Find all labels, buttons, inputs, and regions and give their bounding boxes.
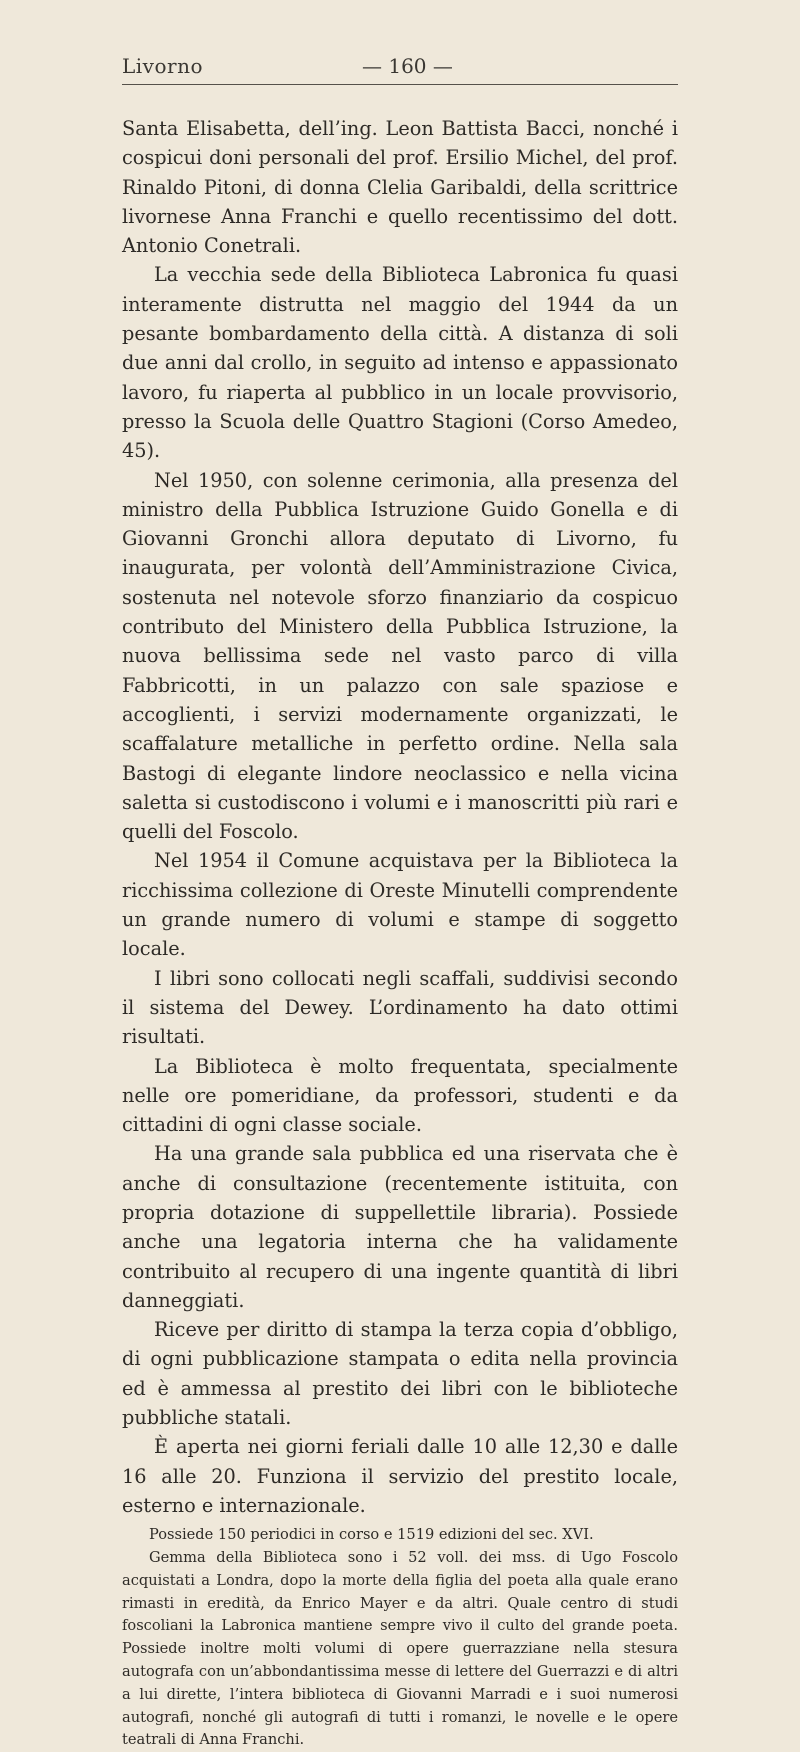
paragraph: È aperta nei giorni feriali dalle 10 alle 12,30 e dalle 16 alle 20. Funziona il servizio del prestito locale, esterno e internazionale. [122,1435,678,1517]
paragraph: Nel 1950, con solenne cerimonia, alla presenza del ministro della Pubblica Istruzione Guido Gonella e di Giovanni Gronchi allora deputato di Livorno, fu inaugurata, per volontà dell’Amministrazione Civica, sostenuta nel notevole sforzo finanziario da cospicuo contributo del Ministero della Pubblica Istruzione, la nuova bellissima sede nel vasto parco di villa Fabbricotti, in un palazzo con sale spaziose e accoglienti, i servizi modernamente organizzati, le scaffalature metalliche in perfetto ordine. Nella sala Bastogi di elegante lindore neoclassico e nella vicina saletta si custodiscono i volumi e i manoscritti più rari e quelli del Foscolo. [122,468,678,844]
running-header [122,54,678,90]
paragraph: Nel 1954 il Comune acquistava per la Biblioteca la ricchissima collezione di Oreste Minutelli comprendente un grande numero di volumi e stampe di soggetto locale. [122,849,678,961]
paragraph: Santa Elisabetta, dell’ing. Leon Battista Bacci, nonché i cospicui doni personali del prof. Ersilio Michel, del prof. Rinaldo Pitoni, di donna Clelia Garibaldi, della scrittrice livornese Anna Franchi e quello recentissimo del dott. Antonio Conetrali. [122,117,678,258]
paragraph: La Biblioteca è molto frequentata, specialmente nelle ore pomeridiane, da professori, studenti e da cittadini di ogni classe sociale. [122,1054,678,1137]
header-city: Livorno [122,54,203,78]
header-rule [122,84,678,85]
paragraph: La vecchia sede della Biblioteca Labronica fu quasi interamente distrutta nel maggio del 1944 da un pesante bombardamento della città. A distanza di soli due anni dal crollo, in seguito ad intenso e appassionato lavoro, fu riaperta al pubblico in un locale provvisorio, presso la Scuola delle Quattro Stagioni (Corso Amedeo, 45). [122,263,678,463]
small-print-note: Gemma della Biblioteca sono i 52 voll. dei mss. di Ugo Foscolo acquistati a Londra, dopo la morte della figlia del poeta alla quale erano rimasti in eredità, da Enrico Mayer e da altri. Quale centro di studi foscoliani la Labronica mantiene sempre vivo il culto del grande poeta. Possiede inoltre molti volumi di opere guerrazziane nella stesura autografa con un’abbondantissima messe di lettere del Guerrazzi e di altri a lui dirette, l’intera biblioteca di Giovanni Marradi e i suoi numerosi autografi, nonché gli autografi di tutti i romanzi, le novelle e le opere teatrali di Anna Franchi. [122,1549,678,1749]
paragraph: I libri sono collocati negli scaffali, suddivisi secondo il sistema del Dewey. L’ordinamento ha dato ottimi risultati. [122,966,678,1049]
main-text [122,114,678,1752]
paragraph: Riceve per diritto di stampa la terza copia d’obbligo, di ogni pubblicazione stampata o edita nella provincia ed è ammessa al prestito dei libri con le biblioteche pubbliche statali. [122,1318,678,1430]
small-print-note: Possiede 150 periodici in corso e 1519 edizioni del sec. XVI. [149,1526,594,1544]
paragraph: Ha una grande sala pubblica ed una riservata che è anche di consultazione (recentemente istituita, con propria dotazione di suppellettile libraria). Possiede anche una legatoria interna che ha validamente contribuito al recupero di una ingente quantità di libri danneggiati. [122,1142,678,1312]
page-number: — 160 — [362,54,453,78]
